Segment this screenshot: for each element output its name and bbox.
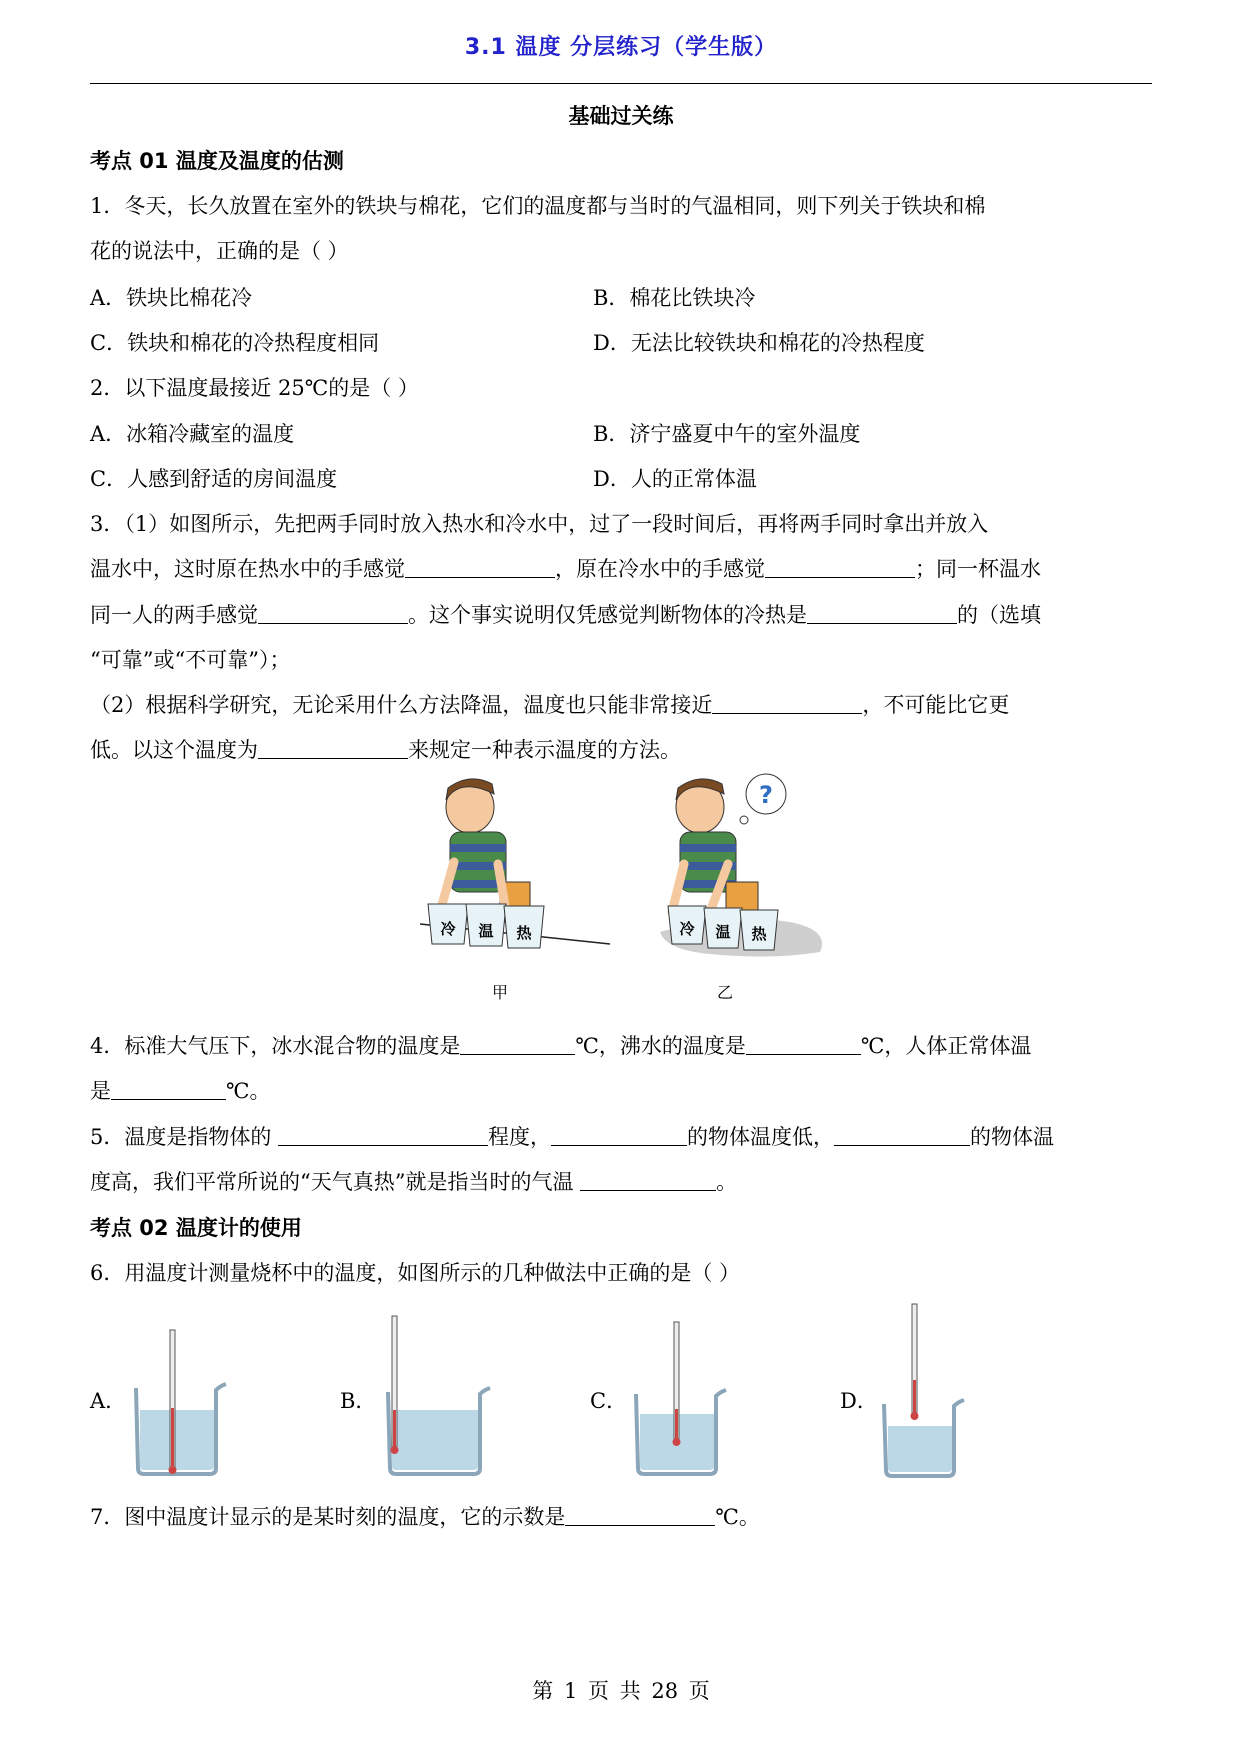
q3-text: 。这个事实说明仅凭感觉判断物体的冷热是 <box>408 603 807 627</box>
page-header-title: 3.1 温度 分层练习（学生版） <box>464 35 778 60</box>
q5-text: 5．温度是指物体的 <box>90 1125 279 1149</box>
question-mark-icon: ? <box>759 781 773 809</box>
q4-text: ℃，人体正常体温 <box>860 1034 1032 1058</box>
cup-label-cold: 冷 <box>679 920 695 938</box>
q6-option-b-label[interactable]: B． <box>340 1389 377 1413</box>
q3-line5 <box>90 690 1009 720</box>
key-point-1-title: 考点 01 温度及温度的估测 <box>90 149 344 173</box>
beaker-a-figure[interactable] <box>130 1318 240 1478</box>
cup-label-warm: 温 <box>715 923 731 941</box>
q5-text: 程度， <box>488 1125 552 1149</box>
q3-text: （2）根据科学研究，无论采用什么方法降温，温度也只能非常接近 <box>90 693 713 717</box>
q3-line6 <box>90 735 681 765</box>
q3-line1: 3．（1）如图所示，先把两手同时放入热水和冷水中，过了一段时间后，再将两手同时拿出并放入 <box>90 512 989 536</box>
answer-blank[interactable] <box>258 736 408 759</box>
answer-blank[interactable] <box>111 1077 226 1100</box>
q3-line2 <box>90 554 1041 584</box>
figure-label-jia: 甲 <box>491 983 509 1000</box>
q3-line4: “可靠”或“不可靠”）； <box>90 648 291 672</box>
q7-text: 7．图中温度计显示的是某时刻的温度，它的示数是 <box>90 1505 566 1529</box>
section-title: 基础过关练 <box>568 104 674 128</box>
q7-line <box>90 1502 760 1532</box>
q2-stem: 2．以下温度最接近 25℃的是（ ） <box>90 376 419 400</box>
q1-stem-line2: 花的说法中，正确的是（ ） <box>90 239 349 263</box>
q2-option-c[interactable]: C．人感到舒适的房间温度 <box>90 467 338 491</box>
q4-text: 4．标准大气压下，冰水混合物的温度是 <box>90 1034 461 1058</box>
answer-blank[interactable] <box>807 601 957 624</box>
q5-text: 的物体温度低， <box>687 1125 835 1149</box>
cup-label-hot: 热 <box>751 925 767 943</box>
answer-blank[interactable] <box>258 601 408 624</box>
cup-label-warm: 温 <box>478 922 494 940</box>
q2-option-b[interactable]: B．济宁盛夏中午的室外温度 <box>593 422 861 446</box>
q3-line3 <box>90 600 1041 630</box>
q7-text: ℃。 <box>715 1505 760 1529</box>
answer-blank[interactable] <box>765 555 915 578</box>
q6-option-c-label[interactable]: C． <box>590 1389 628 1413</box>
q4-text: 是 <box>90 1079 111 1103</box>
answer-blank[interactable] <box>405 555 555 578</box>
q6-stem: 6．用温度计测量烧杯中的温度，如图所示的几种做法中正确的是（ ） <box>90 1261 741 1285</box>
answer-blank[interactable] <box>834 1123 970 1146</box>
answer-blank[interactable] <box>565 1503 715 1526</box>
q1-stem-line1: 1．冬天，长久放置在室外的铁块与棉花，它们的温度都与当时的气温相同，则下列关于铁块和棉 <box>90 194 986 218</box>
q1-option-d[interactable]: D．无法比较铁块和棉花的冷热程度 <box>593 331 925 355</box>
q1-option-a[interactable]: A．铁块比棉花冷 <box>90 286 253 310</box>
q3-text: 温水中，这时原在热水中的手感觉 <box>90 557 405 581</box>
q4-text: ℃。 <box>226 1079 271 1103</box>
worksheet-page <box>90 0 1152 1754</box>
answer-blank[interactable] <box>712 691 862 714</box>
cups-jia <box>428 904 544 948</box>
q5-text: 的物体温 <box>970 1125 1055 1149</box>
q3-text: ；同一杯温水 <box>915 557 1041 581</box>
q4-text: ℃，沸水的温度是 <box>575 1034 746 1058</box>
q4-line1 <box>90 1031 1031 1061</box>
q4-line2 <box>90 1076 271 1106</box>
answer-blank[interactable] <box>551 1123 687 1146</box>
key-point-2-title: 考点 02 温度计的使用 <box>90 1216 302 1240</box>
q5-line1 <box>90 1122 1054 1152</box>
q1-option-b[interactable]: B．棉花比铁块冷 <box>593 286 756 310</box>
beaker-d-figure[interactable] <box>878 1300 978 1478</box>
q6-option-d-label[interactable]: D． <box>840 1389 878 1413</box>
answer-blank[interactable] <box>580 1168 716 1191</box>
cups-yi <box>668 906 778 950</box>
q5-text: 度高，我们平常所说的“天气真热”就是指当时的气温 <box>90 1170 581 1194</box>
header-divider <box>90 83 1152 84</box>
q6-option-a-label[interactable]: A． <box>90 1389 127 1413</box>
cup-label-hot: 热 <box>516 924 532 942</box>
answer-blank[interactable] <box>278 1123 488 1146</box>
q3-text: 低。以这个温度为 <box>90 738 258 762</box>
q2-option-a[interactable]: A．冰箱冷藏室的温度 <box>90 422 295 446</box>
q3-text: ，原在冷水中的手感觉 <box>555 557 765 581</box>
q5-line2 <box>90 1167 737 1197</box>
q3-figure-hands-in-water <box>410 772 930 1000</box>
q3-text: 来规定一种表示温度的方法。 <box>408 738 681 762</box>
q1-option-c[interactable]: C．铁块和棉花的冷热程度相同 <box>90 331 380 355</box>
q5-text: 。 <box>716 1170 738 1194</box>
beaker-b-figure[interactable] <box>380 1310 500 1478</box>
q3-text: 的（选填 <box>957 603 1041 627</box>
figure-label-yi: 乙 <box>716 983 734 1000</box>
cup-label-cold: 冷 <box>440 920 456 938</box>
q2-option-d[interactable]: D．人的正常体温 <box>593 467 757 491</box>
q3-text: ，不可能比它更 <box>862 693 1010 717</box>
beaker-c-figure[interactable] <box>630 1314 740 1478</box>
q3-text: 同一人的两手感觉 <box>90 603 258 627</box>
page-footer: 第 1 页 共 28 页 <box>532 1679 710 1703</box>
answer-blank[interactable] <box>746 1032 861 1055</box>
answer-blank[interactable] <box>460 1032 575 1055</box>
